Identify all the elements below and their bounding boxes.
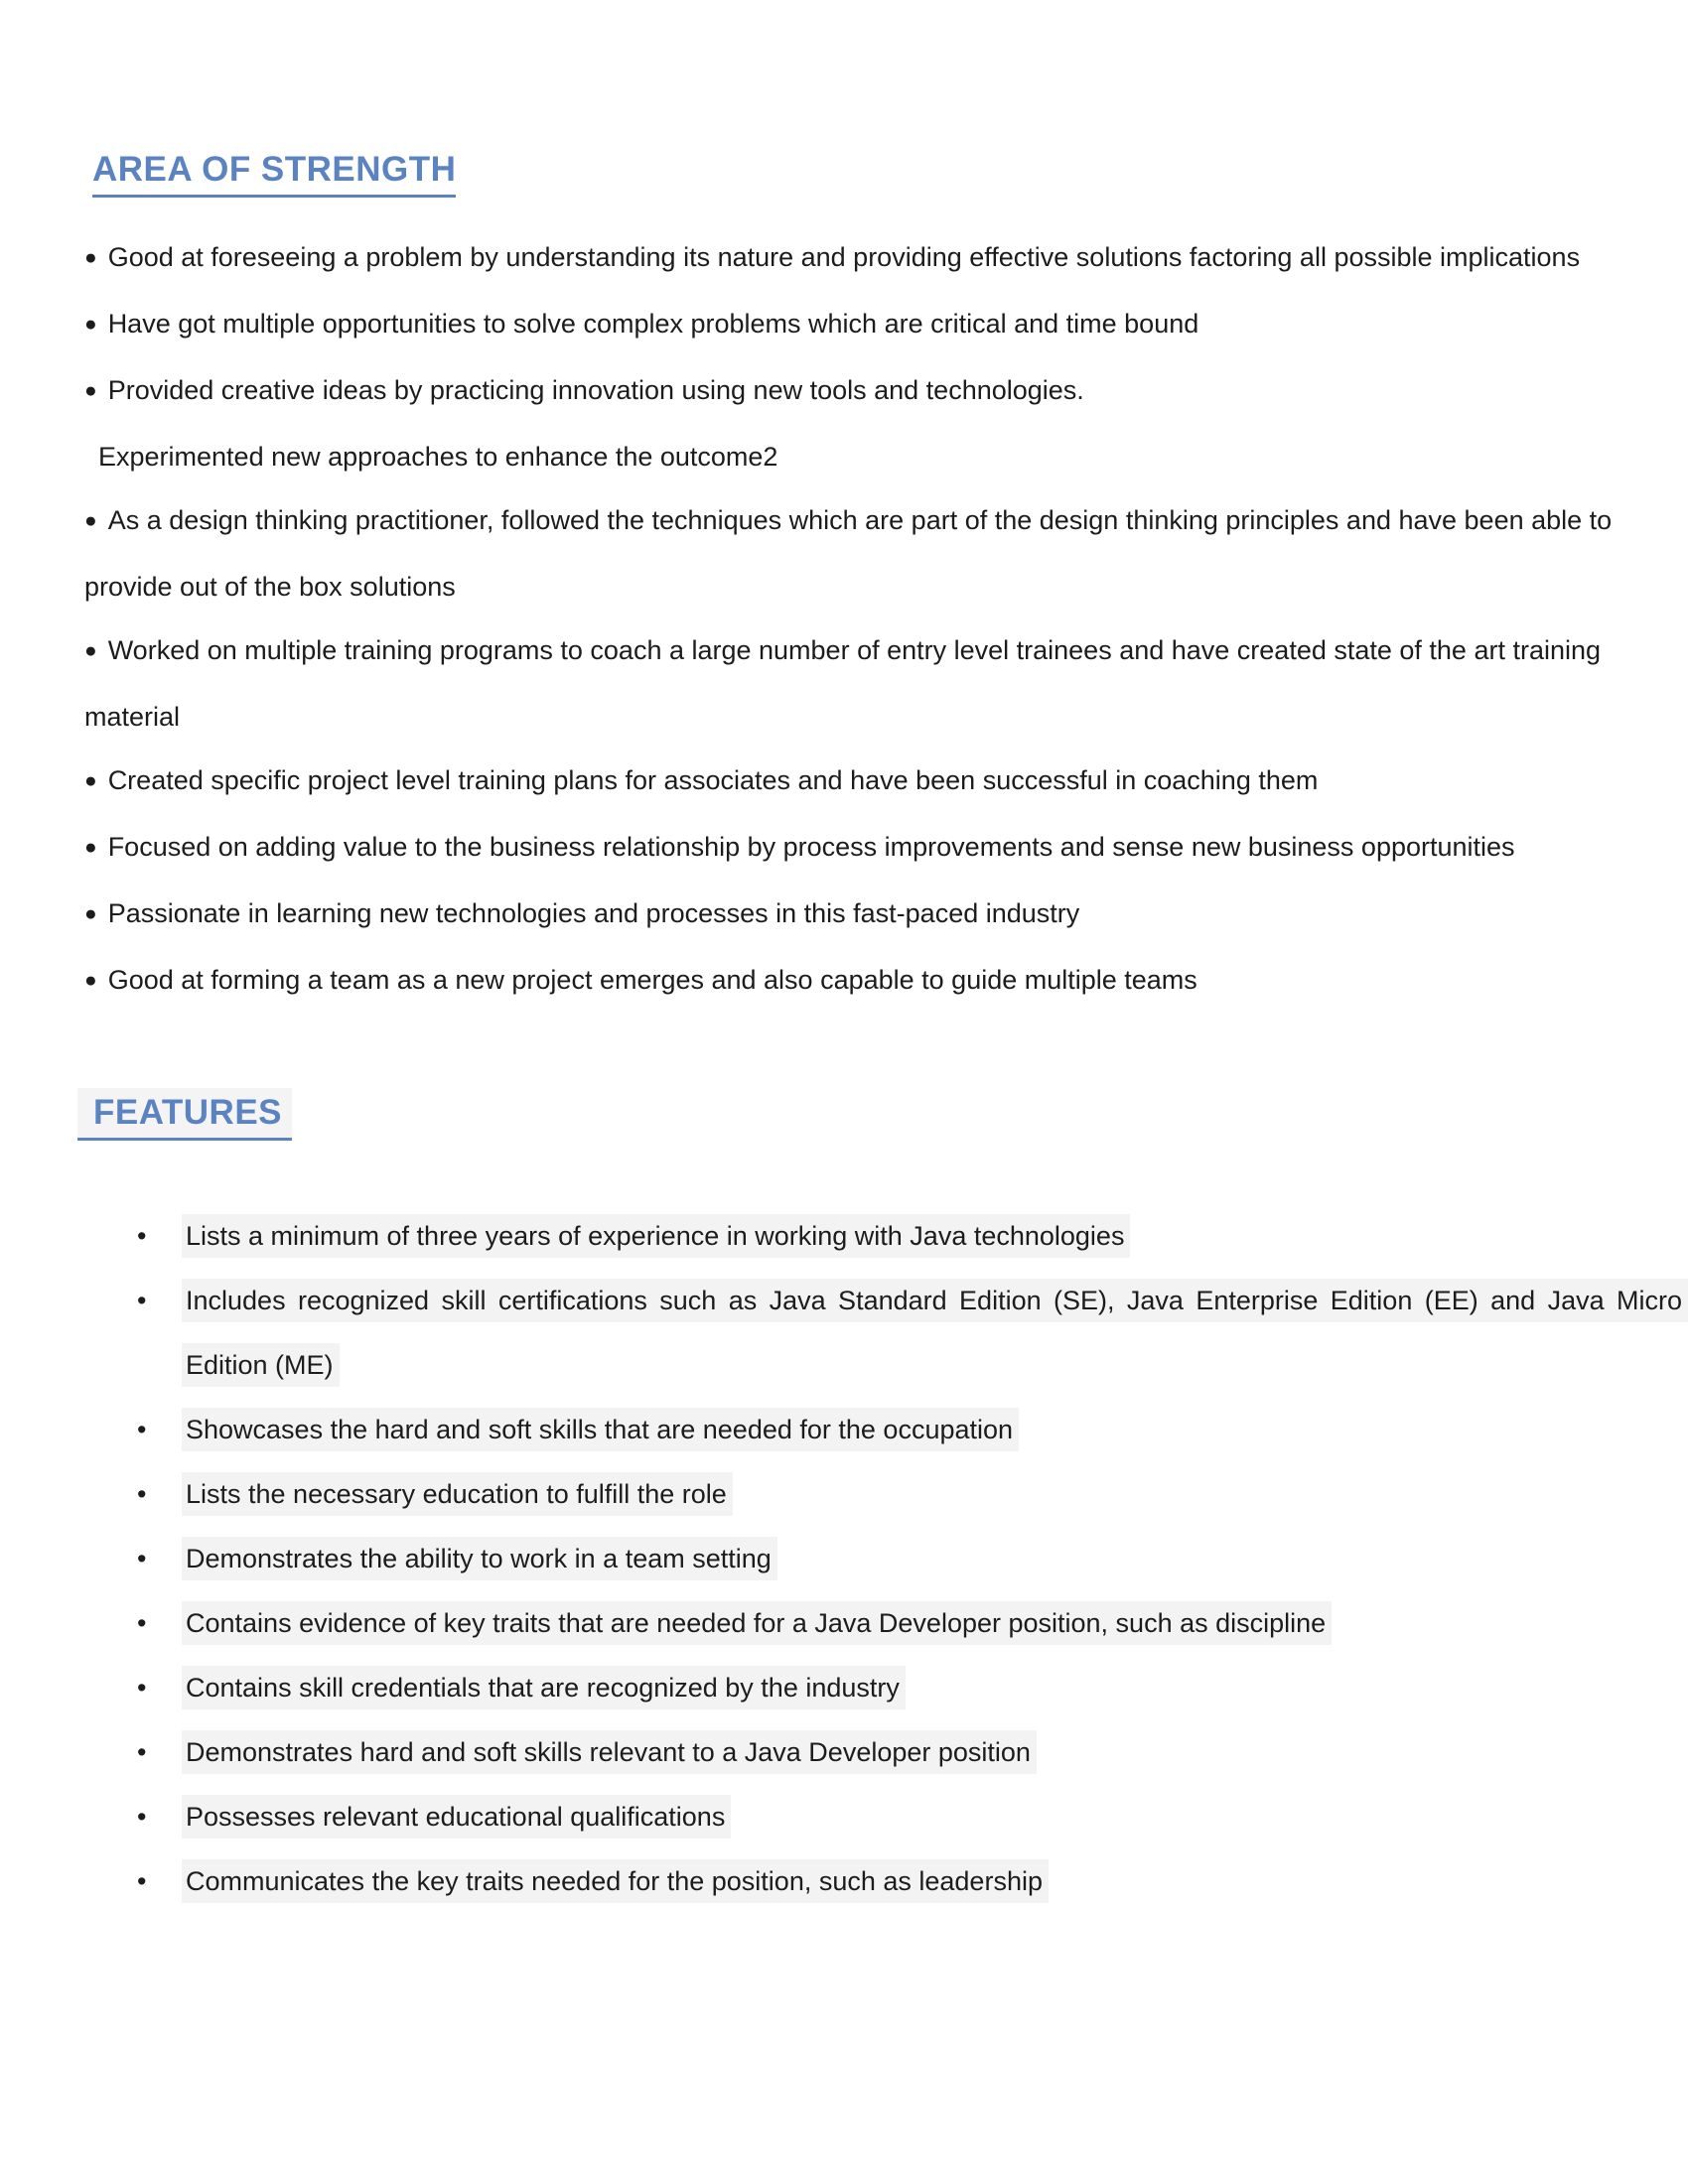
dot-icon: • bbox=[137, 1802, 147, 1832]
dot-icon: • bbox=[137, 1221, 147, 1251]
feature-item-text: Lists the necessary education to fulfill the role bbox=[182, 1472, 733, 1516]
feature-item bbox=[137, 1591, 1633, 1656]
features-heading bbox=[77, 1088, 1688, 1141]
dot-icon: • bbox=[137, 1286, 147, 1315]
features-list bbox=[137, 1204, 1688, 1914]
feature-item bbox=[137, 1849, 1633, 1914]
feature-item bbox=[137, 1785, 1633, 1849]
strength-item bbox=[84, 358, 1648, 425]
dot-icon: • bbox=[137, 1866, 147, 1896]
strength-item bbox=[84, 815, 1648, 882]
dot-icon: • bbox=[137, 1415, 147, 1444]
strength-item bbox=[84, 292, 1648, 358]
feature-item bbox=[137, 1720, 1633, 1785]
bullet-icon: ● bbox=[84, 769, 97, 792]
area-of-strength-title: AREA OF STRENGTH bbox=[92, 149, 456, 198]
feature-item-text: Communicates the key traits needed for the position, such as leadership bbox=[182, 1859, 1049, 1903]
feature-item bbox=[137, 1462, 1633, 1527]
features-title: FEATURES bbox=[77, 1088, 292, 1141]
strength-item-text: Created specific project level training plans for associates and have been successful in coaching them bbox=[107, 765, 1319, 795]
area-of-strength-heading bbox=[92, 149, 1688, 198]
strength-item bbox=[84, 882, 1648, 948]
bullet-icon: ● bbox=[84, 246, 97, 269]
feature-item bbox=[137, 1204, 1633, 1269]
feature-item bbox=[137, 1527, 1633, 1591]
feature-item bbox=[137, 1398, 1633, 1462]
dot-icon: • bbox=[137, 1544, 147, 1573]
bullet-icon: ● bbox=[84, 969, 97, 992]
feature-item-text: Demonstrates the ability to work in a team setting bbox=[182, 1537, 777, 1580]
feature-item-text: Contains skill credentials that are recognized by the industry bbox=[182, 1666, 906, 1709]
feature-item-text: Contains evidence of key traits that are needed for a Java Developer position, such as discipline bbox=[182, 1601, 1332, 1645]
strength-item bbox=[84, 618, 1648, 749]
strengths-section bbox=[84, 225, 1648, 1015]
feature-item-text: Includes recognized skill certifications such as Java Standard Edition (SE), Java Enterprise Edition (EE) and Java Micro Edition (ME) bbox=[182, 1279, 1688, 1387]
feature-item-text: Demonstrates hard and soft skills relevant to a Java Developer position bbox=[182, 1730, 1037, 1774]
strength-item bbox=[84, 948, 1648, 1015]
feature-item bbox=[137, 1269, 1688, 1398]
strength-item-text: Good at forming a team as a new project emerges and also capable to guide multiple teams bbox=[107, 965, 1197, 995]
dot-icon: • bbox=[137, 1673, 147, 1703]
bullet-icon: ● bbox=[84, 509, 97, 532]
bullet-icon: ● bbox=[84, 836, 97, 859]
strength-item-text: Focused on adding value to the business relationship by process improvements and sense new business opportunities bbox=[107, 832, 1515, 862]
strength-item-text: Worked on multiple training programs to coach a large number of entry level trainees and have created state of the art training material bbox=[84, 635, 1602, 732]
feature-item-text: Possesses relevant educational qualifications bbox=[182, 1795, 731, 1839]
bullet-icon: ● bbox=[84, 639, 97, 662]
dot-icon: • bbox=[137, 1479, 147, 1509]
feature-item bbox=[137, 1656, 1633, 1720]
strength-item-text: Experimented new approaches to enhance the outcome2 bbox=[98, 442, 778, 472]
strength-item bbox=[84, 488, 1648, 618]
strength-item-text: Passionate in learning new technologies and processes in this fast-paced industry bbox=[107, 898, 1080, 928]
strength-item-text: Good at foreseeing a problem by understanding its nature and providing effective solutions factoring all possible implications bbox=[107, 242, 1581, 272]
bullet-icon: ● bbox=[84, 379, 97, 402]
bullet-icon: ● bbox=[84, 902, 97, 925]
strength-item bbox=[84, 425, 1648, 488]
dot-icon: • bbox=[137, 1608, 147, 1638]
strength-item bbox=[84, 225, 1648, 292]
strength-item-text: Have got multiple opportunities to solve complex problems which are critical and time bound bbox=[107, 309, 1199, 339]
strength-item-text: As a design thinking practitioner, followed the techniques which are part of the design thinking principles and have been able to provide out of the box solutions bbox=[84, 505, 1613, 602]
feature-item-text: Showcases the hard and soft skills that are needed for the occupation bbox=[182, 1408, 1019, 1451]
feature-item-text: Lists a minimum of three years of experience in working with Java technologies bbox=[182, 1214, 1130, 1258]
bullet-icon: ● bbox=[84, 313, 97, 336]
dot-icon: • bbox=[137, 1737, 147, 1767]
strength-item bbox=[84, 749, 1648, 815]
strength-item-text: Provided creative ideas by practicing innovation using new tools and technologies. bbox=[107, 375, 1084, 405]
